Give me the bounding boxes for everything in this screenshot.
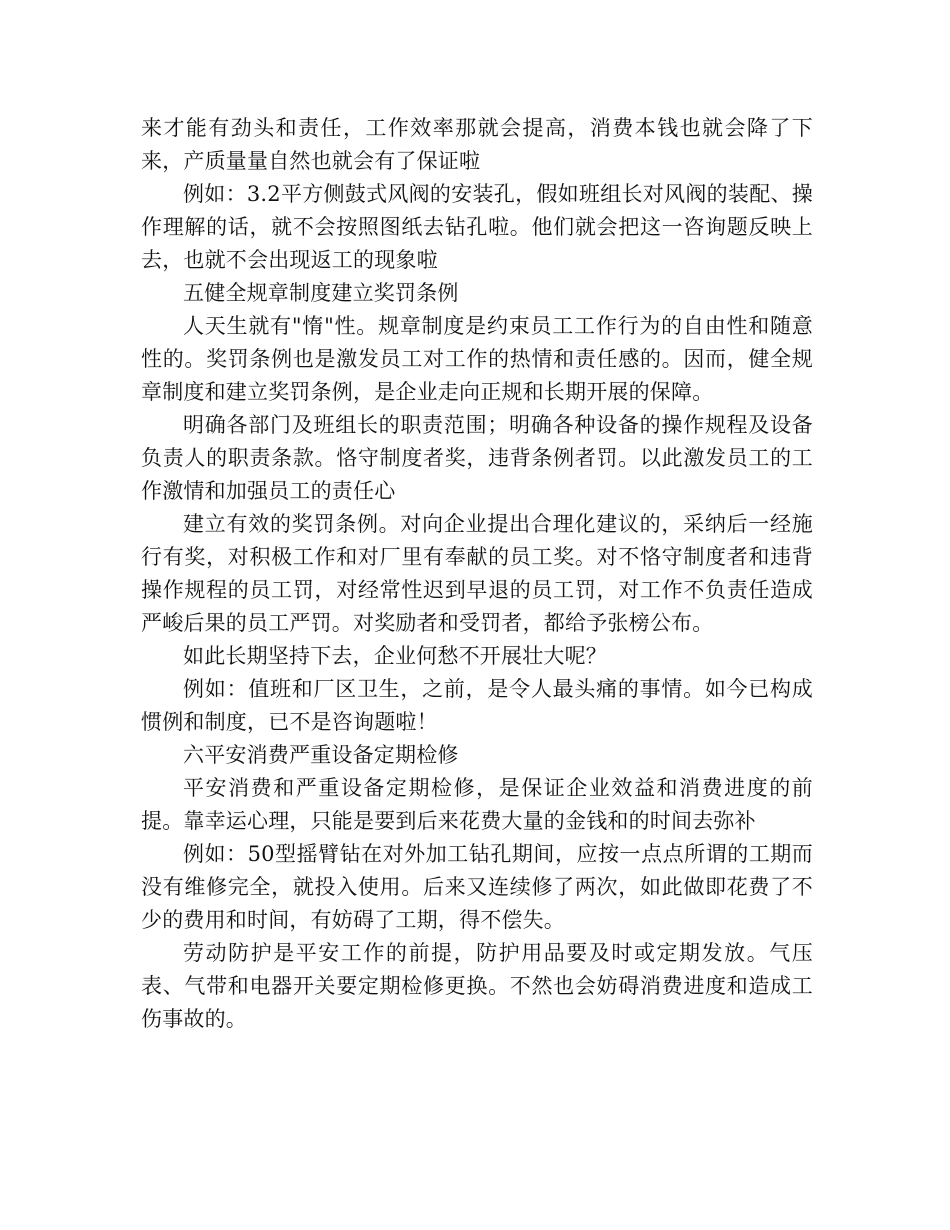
paragraph-responsibilities: 明确各部门及班组长的职责范围；明确各种设备的操作规程及设备负责人的职责条款。恪守制度者奖，违背条例者罚。以此激发员工的工作激情和加强员工的责任心 <box>141 413 813 503</box>
paragraph-labor-protection: 劳动防护是平安工作的前提，防护用品要及时或定期发放。气压表、气带和电器开关要定期检修更换。不然也会妨碍消费进度和造成工伤事故的。 <box>141 941 813 1031</box>
paragraph-safety-premise: 平安消费和严重设备定期检修，是保证企业效益和消费进度的前提。靠幸运心理，只能是要到后来花费大量的金钱和的时间去弥补 <box>141 776 813 833</box>
paragraph-example-duty: 例如：值班和厂区卫生，之前，是令人最头痛的事情。如今已构成惯例和制度，已不是咨询题啦！ <box>141 677 813 734</box>
paragraph-reward-punishment: 建立有效的奖罚条例。对向企业提出合理化建议的，采纳后一经施行有奖，对积极工作和对厂里有奉献的员工奖。对不恪守制度者和违背操作规程的员工罚，对经常性迟到早退的员工罚，对工作不负责任造成严峻后果的员工严罚。对奖励者和受罚者，都给予张榜公布。 <box>141 512 813 635</box>
paragraph-example-drill: 例如：50型摇臂钻在对外加工钻孔期间，应按一点点所谓的工期而没有维修完全，就投入使用。后来又连续修了两次，如此做即花费了不少的费用和时间，有妨碍了工期，得不偿失。 <box>141 842 813 932</box>
section-heading-safety-maintenance: 六平安消费严重设备定期检修 <box>183 743 459 767</box>
section-heading-rules-rewards: 五健全规章制度建立奖罚条例 <box>183 281 459 305</box>
paragraph-example-air-valve: 例如：3.2平方侧鼓式风阀的安装孔，假如班组长对风阀的装配、操作理解的话，就不会按照图纸去钻孔啦。他们就会把这一咨询题反映上去，也就不会出现返工的现象啦 <box>141 182 813 272</box>
paragraph-continuation: 来才能有劲头和责任，工作效率那就会提高，消费本钱也就会降了下来，产质量量自然也就会有了保证啦 <box>141 116 813 173</box>
paragraph-persistence: 如此长期坚持下去，企业何愁不开展壮大呢？ <box>183 644 607 668</box>
paragraph-human-nature: 人天生就有"惰"性。规章制度是约束员工工作行为的自由性和随意性的。奖罚条例也是激发员工对工作的热情和责任感的。因而，健全规章制度和建立奖罚条例，是企业走向正规和长期开展的保障。 <box>141 314 813 404</box>
document-body <box>141 112 813 1036</box>
